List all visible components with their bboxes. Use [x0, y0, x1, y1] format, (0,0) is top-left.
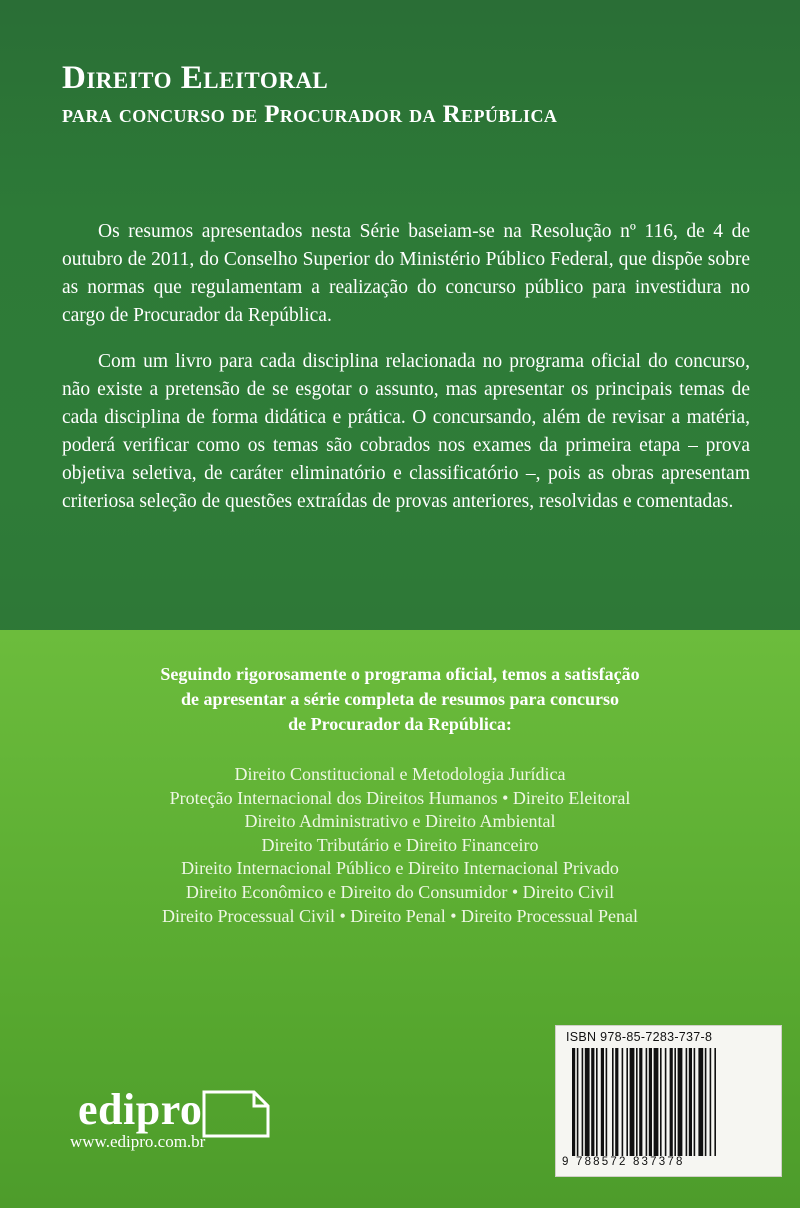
series-item: Direito Internacional Público e Direito Internacional Privado — [181, 858, 619, 879]
publisher-logo — [72, 1080, 272, 1140]
barcode-digits: 9 788572 837378 — [562, 1156, 685, 1168]
logo-frame-icon — [202, 1090, 270, 1138]
series-intro-line: de apresentar a série completa de resumos para concurso — [181, 689, 619, 709]
isbn-label: ISBN 978-85-7283-737-8 — [566, 1030, 713, 1044]
series-item: Direito Constitucional e Metodologia Jurídica — [234, 764, 566, 784]
series-item: Proteção Internacional dos Direitos Humanos • Direito Eleitoral — [169, 787, 631, 808]
intro-paragraph-2: Com um livro para cada disciplina relacionada no programa oficial do concurso, não existe a pretensão de se esgotar o assunto, mas apresentar os principais temas de cada disciplina de forma didática e prática. O concursando, além de revisar a matéria, poderá verificar como os temas são cobrados nos exames da primeira etapa – prova objetiva seletiva, de caráter eliminatório e classificatório –, pois as obras apresentam criteriosa seleção de questões extraídas de provas anteriores, resolvidas e comentadas. — [62, 351, 750, 512]
publisher-logo-text: edipro — [78, 1085, 203, 1134]
series-item: Direito Tributário e Direito Financeiro — [261, 834, 539, 855]
intro-paragraph-1: Os resumos apresentados nesta Série baseiam-se na Resolução nº 116, de 4 de outubro de 2011, do Conselho Superior do Ministério Público Federal, que dispõe sobre as normas que regulamentam a realização do concurso público para investidura no cargo de Procurador da República. — [62, 221, 750, 326]
intro-text — [62, 218, 750, 516]
series-list — [0, 763, 800, 928]
isbn-barcode-box — [555, 1025, 782, 1177]
book-subtitle: para concurso de Procurador da República — [62, 101, 558, 128]
series-intro — [0, 662, 800, 737]
title-block — [62, 58, 762, 132]
publisher-url: www.edipro.com.br — [70, 1132, 206, 1151]
series-intro-line: de Procurador da República: — [288, 714, 512, 734]
series-item: Direito Administrativo e Direito Ambiental — [244, 811, 556, 832]
series-item: Direito Econômico e Direito do Consumidor • Direito Civil — [185, 881, 615, 902]
book-title: Direito Eleitoral — [62, 60, 329, 96]
series-intro-line: Seguindo rigorosamente o programa oficial, temos a satisfação — [160, 664, 640, 684]
barcode — [570, 1048, 772, 1156]
series-item: Direito Processual Civil • Direito Penal • Direito Processual Penal — [161, 905, 638, 926]
